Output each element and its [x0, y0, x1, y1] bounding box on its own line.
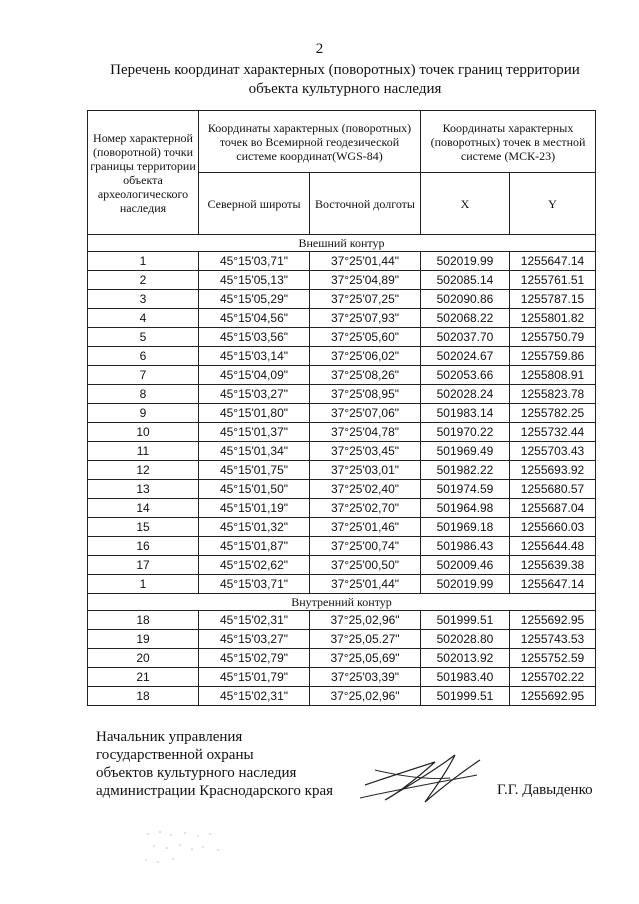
document-title: [80, 61, 610, 99]
point-number-cell: 13: [88, 480, 199, 499]
table-row: [88, 328, 596, 347]
latitude-cell: 45°15'01,79": [199, 668, 310, 687]
x-coordinate-cell: 501974.59: [421, 480, 510, 499]
longitude-cell: 37°25'07,25": [310, 290, 421, 309]
table-row: [88, 611, 596, 630]
latitude-cell: 45°15'05,29": [199, 290, 310, 309]
point-number-cell: 16: [88, 537, 199, 556]
point-number-cell: 17: [88, 556, 199, 575]
x-coordinate-cell: 502053.66: [421, 366, 510, 385]
longitude-cell: 37°25,02,96": [310, 611, 421, 630]
y-coordinate-cell: 1255782.25: [510, 404, 596, 423]
latitude-cell: 45°15'01,75": [199, 461, 310, 480]
point-number-cell: 18: [88, 687, 199, 706]
x-coordinate-cell: 501964.98: [421, 499, 510, 518]
section-row: [88, 235, 596, 252]
point-number-cell: 20: [88, 649, 199, 668]
latitude-cell: 45°15'02,62": [199, 556, 310, 575]
section-row: [88, 594, 596, 611]
longitude-cell: 37°25'04,89": [310, 271, 421, 290]
table-row: [88, 309, 596, 328]
latitude-cell: 45°15'05,13": [199, 271, 310, 290]
title-line-1: Перечень координат характерных (поворотных) точек границ территории: [110, 62, 580, 78]
x-coordinate-cell: 501969.18: [421, 518, 510, 537]
longitude-cell: 37°25'08,95": [310, 385, 421, 404]
point-number-cell: 21: [88, 668, 199, 687]
table-body: [88, 235, 596, 706]
x-coordinate-cell: 502068.22: [421, 309, 510, 328]
point-number-cell: 12: [88, 461, 199, 480]
longitude-cell: 37°25'02,70": [310, 499, 421, 518]
point-number-cell: 7: [88, 366, 199, 385]
point-number-cell: 2: [88, 271, 199, 290]
x-coordinate-cell: 501983.14: [421, 404, 510, 423]
latitude-cell: 45°15'04,56": [199, 309, 310, 328]
y-coordinate-cell: 1255660.03: [510, 518, 596, 537]
point-number-cell: 8: [88, 385, 199, 404]
longitude-cell: 37°25'03,01": [310, 461, 421, 480]
latitude-cell: 45°15'01,37": [199, 423, 310, 442]
point-number-cell: 18: [88, 611, 199, 630]
handwritten-signature: [355, 740, 485, 810]
table-row: [88, 537, 596, 556]
latitude-cell: 45°15'01,80": [199, 404, 310, 423]
latitude-cell: 45°15'01,32": [199, 518, 310, 537]
signer-name: Г.Г. Давыденко: [497, 782, 593, 798]
table-row: [88, 366, 596, 385]
longitude-cell: 37°25'06,02": [310, 347, 421, 366]
x-coordinate-cell: 501970.22: [421, 423, 510, 442]
table-row: [88, 649, 596, 668]
page-number: 2: [315, 41, 324, 57]
table-row: [88, 480, 596, 499]
table-row: [88, 442, 596, 461]
position-line-2: государственной охраны: [96, 747, 254, 763]
y-coordinate-cell: 1255687.04: [510, 499, 596, 518]
point-number-cell: 1: [88, 252, 199, 271]
y-coordinate-cell: 1255702.22: [510, 668, 596, 687]
y-coordinate-cell: 1255639.38: [510, 556, 596, 575]
table-row: [88, 385, 596, 404]
position-line-1: Начальник управления: [96, 729, 243, 745]
table-row: [88, 290, 596, 309]
latitude-cell: 45°15'01,34": [199, 442, 310, 461]
title-line-2: объекта культурного наследия: [248, 81, 442, 97]
longitude-cell: 37°25'02,40": [310, 480, 421, 499]
y-coordinate-cell: 1255647.14: [510, 575, 596, 594]
signature-block: [96, 728, 333, 800]
longitude-cell: 37°25'01,44": [310, 252, 421, 271]
point-number-cell: 11: [88, 442, 199, 461]
y-coordinate-cell: 1255808.91: [510, 366, 596, 385]
point-number-cell: 4: [88, 309, 199, 328]
x-coordinate-cell: 501983.40: [421, 668, 510, 687]
latitude-cell: 45°15'03,27": [199, 630, 310, 649]
y-coordinate-cell: 1255752.59: [510, 649, 596, 668]
x-coordinate-cell: 502013.92: [421, 649, 510, 668]
longitude-cell: 37°25'03,45": [310, 442, 421, 461]
x-coordinate-cell: 501999.51: [421, 611, 510, 630]
point-number-cell: 15: [88, 518, 199, 537]
longitude-cell: 37°25'00,50": [310, 556, 421, 575]
y-coordinate-cell: 1255680.57: [510, 480, 596, 499]
point-number-cell: 14: [88, 499, 199, 518]
longitude-cell: 37°25'01,46": [310, 518, 421, 537]
x-coordinate-cell: 501982.22: [421, 461, 510, 480]
y-coordinate-cell: 1255732.44: [510, 423, 596, 442]
header-longitude: Восточной долготы: [310, 173, 421, 235]
latitude-cell: 45°15'02,31": [199, 611, 310, 630]
point-number-cell: 19: [88, 630, 199, 649]
y-coordinate-cell: 1255823.78: [510, 385, 596, 404]
y-coordinate-cell: 1255801.82: [510, 309, 596, 328]
table-row: [88, 347, 596, 366]
table-row: [88, 271, 596, 290]
table-row: [88, 423, 596, 442]
x-coordinate-cell: 501986.43: [421, 537, 510, 556]
table-row: [88, 556, 596, 575]
point-number-cell: 5: [88, 328, 199, 347]
position-line-3: объектов культурного наследия: [96, 765, 297, 781]
coordinates-table: [87, 110, 596, 706]
faint-stamp-marks: [140, 828, 230, 868]
latitude-cell: 45°15'03,14": [199, 347, 310, 366]
latitude-cell: 45°15'04,09": [199, 366, 310, 385]
table-row: [88, 252, 596, 271]
y-coordinate-cell: 1255693.92: [510, 461, 596, 480]
latitude-cell: 45°15'02,31": [199, 687, 310, 706]
point-number-cell: 10: [88, 423, 199, 442]
latitude-cell: 45°15'01,19": [199, 499, 310, 518]
y-coordinate-cell: 1255743.53: [510, 630, 596, 649]
table-row: [88, 575, 596, 594]
x-coordinate-cell: 502019.99: [421, 575, 510, 594]
y-coordinate-cell: 1255761.51: [510, 271, 596, 290]
longitude-cell: 37°25'00,74": [310, 537, 421, 556]
header-point-number: Номер характерной (поворотной) точки границы территории объекта археологического наследия: [88, 111, 199, 235]
x-coordinate-cell: 502028.80: [421, 630, 510, 649]
latitude-cell: 45°15'02,79": [199, 649, 310, 668]
longitude-cell: 37°25'08,26": [310, 366, 421, 385]
y-coordinate-cell: 1255647.14: [510, 252, 596, 271]
x-coordinate-cell: 502090.86: [421, 290, 510, 309]
table-row: [88, 687, 596, 706]
x-coordinate-cell: 502085.14: [421, 271, 510, 290]
longitude-cell: 37°25'04,78": [310, 423, 421, 442]
table-row: [88, 668, 596, 687]
header-y: Y: [510, 173, 596, 235]
section-label: Внутренний контур: [88, 594, 596, 611]
y-coordinate-cell: 1255759.86: [510, 347, 596, 366]
table-row: [88, 630, 596, 649]
longitude-cell: 37°25,02,96": [310, 687, 421, 706]
longitude-cell: 37°25'07,06": [310, 404, 421, 423]
x-coordinate-cell: 502028.24: [421, 385, 510, 404]
header-latitude: Северной широты: [199, 173, 310, 235]
longitude-cell: 37°25,05.27": [310, 630, 421, 649]
longitude-cell: 37°25,05,69": [310, 649, 421, 668]
x-coordinate-cell: 502024.67: [421, 347, 510, 366]
longitude-cell: 37°25'07,93": [310, 309, 421, 328]
point-number-cell: 6: [88, 347, 199, 366]
longitude-cell: 37°25'01,44": [310, 575, 421, 594]
x-coordinate-cell: 502019.99: [421, 252, 510, 271]
y-coordinate-cell: 1255692.95: [510, 611, 596, 630]
x-coordinate-cell: 502037.70: [421, 328, 510, 347]
header-msk23: Координаты характерных (поворотных) точек в местной системе (МСК-23): [421, 111, 596, 173]
table-row: [88, 461, 596, 480]
y-coordinate-cell: 1255692.95: [510, 687, 596, 706]
y-coordinate-cell: 1255644.48: [510, 537, 596, 556]
point-number-cell: 9: [88, 404, 199, 423]
table-row: [88, 518, 596, 537]
longitude-cell: 37°25'03,39": [310, 668, 421, 687]
latitude-cell: 45°15'03,56": [199, 328, 310, 347]
x-coordinate-cell: 501999.51: [421, 687, 510, 706]
latitude-cell: 45°15'03,71": [199, 575, 310, 594]
point-number-cell: 1: [88, 575, 199, 594]
y-coordinate-cell: 1255787.15: [510, 290, 596, 309]
latitude-cell: 45°15'03,71": [199, 252, 310, 271]
point-number-cell: 3: [88, 290, 199, 309]
longitude-cell: 37°25'05,60": [310, 328, 421, 347]
y-coordinate-cell: 1255750.79: [510, 328, 596, 347]
x-coordinate-cell: 501969.49: [421, 442, 510, 461]
section-label: Внешний контур: [88, 235, 596, 252]
latitude-cell: 45°15'03,27": [199, 385, 310, 404]
latitude-cell: 45°15'01,87": [199, 537, 310, 556]
table-row: [88, 404, 596, 423]
header-wgs84: Координаты характерных (поворотных) точек во Всемирной геодезической системе координат(WGS-84): [199, 111, 421, 173]
position-line-4: администрации Краснодарского края: [96, 783, 334, 799]
y-coordinate-cell: 1255703.43: [510, 442, 596, 461]
latitude-cell: 45°15'01,50": [199, 480, 310, 499]
header-x: X: [421, 173, 510, 235]
x-coordinate-cell: 502009.46: [421, 556, 510, 575]
table-row: [88, 499, 596, 518]
